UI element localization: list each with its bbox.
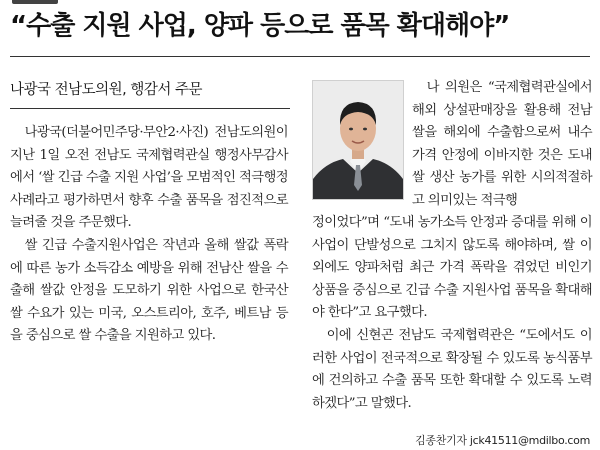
headline-rule: [10, 56, 590, 57]
byline: 김종찬기자 jck41511@mdilbo.com: [415, 434, 590, 447]
paragraph: 나광국(더불어민주당·무안2·사진) 전남도의원이 지난 1일 오전 전남도 국제협력관실 행정사무감사에서 ‘쌀 긴급 수출 지원 사업’을 모범적인 적극행정 사례라고 평가하면서 향후 수출 품목을 점진적으로 늘려줄 것을 주문했다.: [10, 125, 288, 231]
left-column: [10, 122, 288, 348]
portrait-illustration: [313, 81, 403, 199]
paragraph: 이에 신현곤 전남도 국제협력관은 “도에서도 이러한 사업이 전국적으로 확장될 수 있도록 농식품부에 건의하고 수출 품목 또한 확대할 수 있도록 노력하겠다”고 말했다.: [312, 327, 592, 411]
right-top-column: [412, 77, 592, 213]
subhead-rule: [10, 108, 290, 109]
subhead: 나광국 전남도의원, 행감서 주문: [10, 82, 203, 98]
paragraph: 정이었다”며 “도내 농가소득 안정과 증대를 위해 이 사업이 단발성으로 그치지 않도록 해야하며, 쌀 이외에도 양파처럼 최근 가격 폭락을 겪었던 비인기 상품을 중심으로 긴급 수출 지원사업 품목을 확대해야 한다”고 요구했다.: [312, 215, 592, 321]
right-column: [312, 212, 592, 415]
portrait-photo: [312, 80, 404, 200]
paragraph: 나 의원은 “국제협력관실에서 해외 상설판매장을 활용해 전남 쌀을 해외에 수출함으로써 내수가격 안정에 이바지한 것은 도내 쌀 생산 농가를 위한 시의적절하고 의미있는 적극행: [412, 80, 592, 208]
headline: “수출 지원 사업, 양파 등으로 품목 확대해야”: [10, 11, 510, 41]
section-mark: [12, 0, 58, 4]
paragraph: 쌀 긴급 수출지원사업은 작년과 올해 쌀값 폭락에 따른 농가 소득감소 예방을 위해 전남산 쌀을 수출해 쌀값 안정을 도모하기 위한 사업으로 한국산 쌀 수요가 있는 미국, 오스트리아, 호주, 베트남 등을 중심으로 쌀 수출을 지원하고 있다.: [10, 237, 288, 344]
